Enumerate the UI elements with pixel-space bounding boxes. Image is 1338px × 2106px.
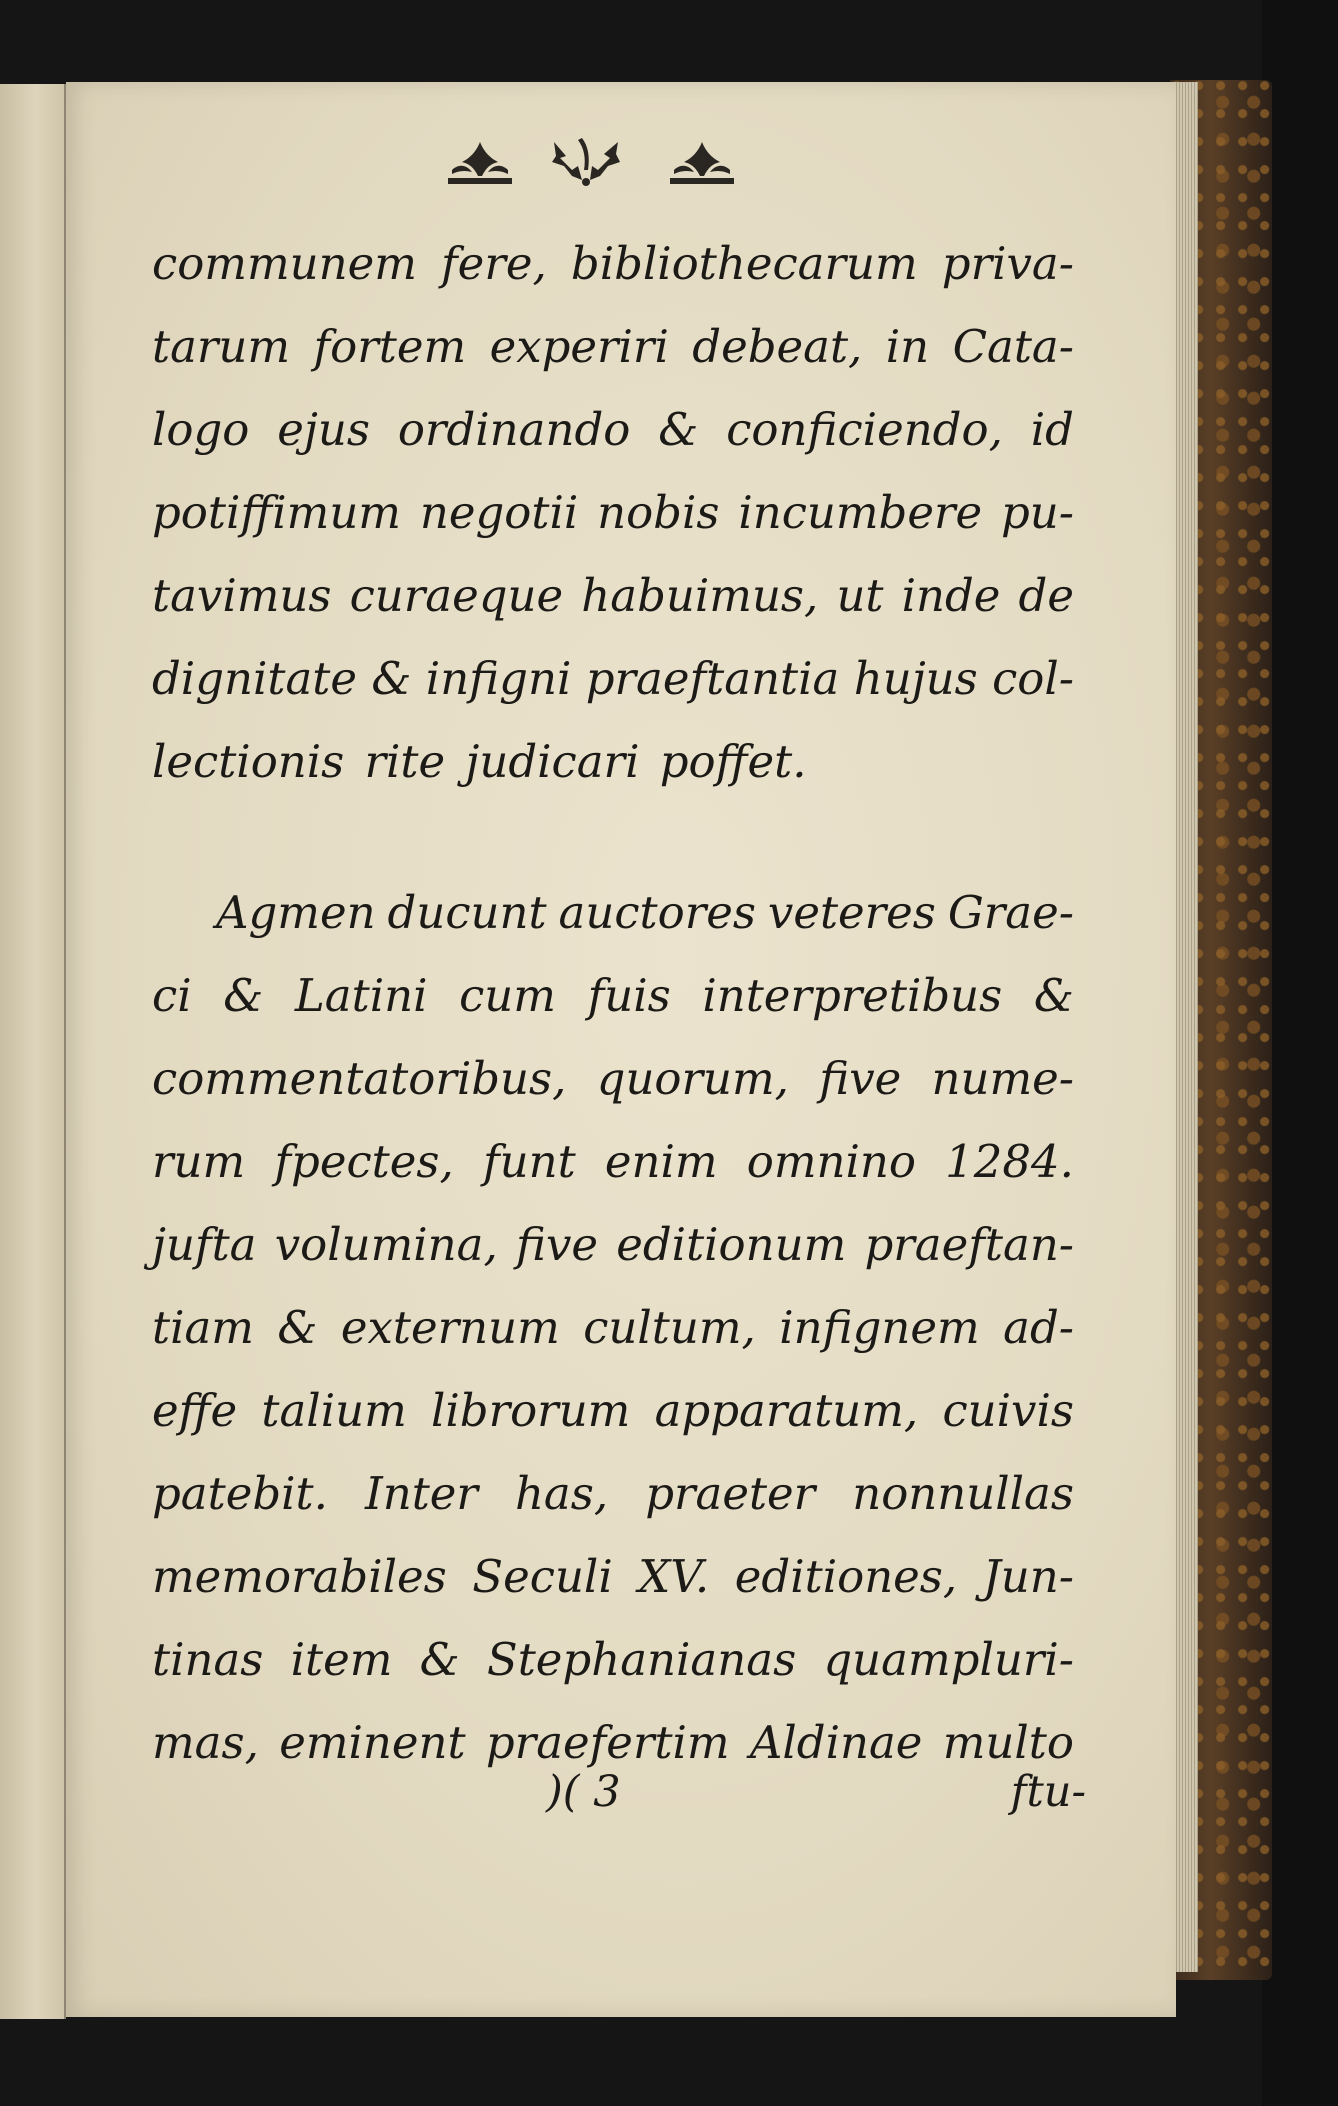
text-line — [152, 1120, 1074, 1203]
word: priva- — [941, 237, 1074, 290]
word: fere, — [441, 237, 547, 290]
word: poffet. — [659, 735, 807, 788]
word: tarum — [152, 320, 291, 373]
word: & — [223, 969, 264, 1022]
word: mas, — [152, 1716, 259, 1769]
text-line — [152, 222, 1074, 305]
text-line — [152, 1618, 1074, 1701]
word: cultum, — [583, 1301, 756, 1354]
text-line — [152, 305, 1074, 388]
word: Inter — [364, 1467, 478, 1520]
word: cum — [459, 969, 556, 1022]
word: Agmen — [216, 886, 376, 939]
word: lectionis — [152, 735, 345, 788]
word: infigni — [425, 652, 572, 705]
text-line — [152, 1452, 1074, 1535]
fleuron-icon — [448, 142, 512, 184]
word: veteres — [767, 886, 936, 939]
word: XV. — [638, 1550, 710, 1603]
word: id — [1030, 403, 1074, 456]
floral-icon — [552, 138, 620, 186]
word: & — [1033, 969, 1074, 1022]
catchword: ftu- — [1010, 1767, 1086, 1817]
word: quorum, — [596, 1052, 789, 1105]
word: ad- — [1003, 1301, 1074, 1354]
word: apparatum, — [654, 1384, 919, 1437]
word: funt — [482, 1135, 576, 1188]
text-line — [152, 1203, 1074, 1286]
word: commentatoribus, — [152, 1052, 567, 1105]
word: in — [885, 320, 930, 373]
word: logo — [152, 403, 250, 456]
word: patebit. — [152, 1467, 328, 1520]
text-line — [152, 637, 1074, 720]
word: ordinando — [397, 403, 631, 456]
word: externum — [340, 1301, 560, 1354]
word: nume- — [931, 1052, 1074, 1105]
facing-page-edge — [0, 84, 66, 2019]
word: de — [1018, 569, 1074, 622]
word: judicari — [465, 735, 640, 788]
word: & — [371, 652, 412, 705]
word: Jun- — [982, 1550, 1074, 1603]
text-line — [152, 1037, 1074, 1120]
word: inde — [901, 569, 1001, 622]
word: ut — [836, 569, 884, 622]
word: effe — [152, 1384, 238, 1437]
word: Latini — [294, 969, 428, 1022]
word: praeftantia — [585, 652, 840, 705]
word: Aldinae — [749, 1716, 923, 1769]
word: tavimus — [152, 569, 332, 622]
text-line — [152, 954, 1074, 1037]
word: experiri — [489, 320, 669, 373]
text-line — [152, 871, 1074, 954]
word: librorum — [430, 1384, 631, 1437]
word: interpretibus — [702, 969, 1003, 1022]
text-line — [152, 1286, 1074, 1369]
word: jufta — [152, 1218, 257, 1271]
word: memorabiles — [152, 1550, 447, 1603]
word: cuivis — [942, 1384, 1074, 1437]
word: incumbere — [738, 486, 983, 539]
word: pu- — [1001, 486, 1074, 539]
fleuron-icon — [670, 142, 734, 184]
word: quampluri- — [823, 1633, 1074, 1686]
word: dignitate — [152, 652, 358, 705]
word: item — [290, 1633, 393, 1686]
word: conficiendo, — [726, 403, 1003, 456]
word: col- — [992, 652, 1074, 705]
word: bibliothecarum — [570, 237, 918, 290]
word: editionum — [616, 1218, 847, 1271]
word: auctores — [558, 886, 756, 939]
book-page — [66, 82, 1176, 2017]
word: praeter — [645, 1467, 816, 1520]
word: communem — [152, 237, 417, 290]
word: Seculi — [472, 1550, 613, 1603]
word: debeat, — [692, 320, 863, 373]
signature-mark: )( 3 — [546, 1767, 621, 1817]
word: & — [277, 1301, 318, 1354]
word: tinas — [152, 1633, 264, 1686]
word: rum — [152, 1135, 246, 1188]
word: five — [515, 1218, 599, 1271]
word: Cata- — [952, 320, 1074, 373]
word: nobis — [597, 486, 720, 539]
word: nonnullas — [852, 1467, 1074, 1520]
word: tiam — [152, 1301, 254, 1354]
word: ci — [152, 969, 192, 1022]
word: infignem — [779, 1301, 980, 1354]
word: fpectes, — [274, 1135, 454, 1188]
word: potiffimum — [152, 486, 401, 539]
word: fortem — [313, 320, 467, 373]
text-line — [152, 720, 1074, 803]
word: Grae- — [947, 886, 1074, 939]
ornament-row — [66, 134, 1176, 194]
word: praefertim — [485, 1716, 730, 1769]
word: five — [819, 1052, 902, 1105]
word: ejus — [277, 403, 370, 456]
word: hujus — [853, 652, 978, 705]
word: omnino — [746, 1135, 916, 1188]
word: volumina, — [274, 1218, 498, 1271]
word: ducunt — [387, 886, 547, 939]
body-text — [152, 222, 1074, 1784]
word: praeftan- — [864, 1218, 1074, 1271]
paragraph-gap — [152, 803, 1074, 871]
text-line — [152, 1369, 1074, 1452]
word: has, — [514, 1467, 609, 1520]
word: habuimus, — [581, 569, 819, 622]
word: & — [658, 403, 699, 456]
word: curaeque — [349, 569, 564, 622]
word: Stephanianas — [486, 1633, 797, 1686]
word: fuis — [587, 969, 671, 1022]
word: talium — [261, 1384, 407, 1437]
background-right — [1262, 0, 1338, 2106]
word: & — [419, 1633, 460, 1686]
word: negotii — [419, 486, 579, 539]
word: enim — [604, 1135, 718, 1188]
text-line — [152, 388, 1074, 471]
text-line — [152, 1535, 1074, 1618]
text-line — [152, 471, 1074, 554]
word: rite — [364, 735, 446, 788]
text-line — [152, 554, 1074, 637]
word: editiones, — [734, 1550, 958, 1603]
page-footer — [546, 1767, 1086, 1837]
word: 1284. — [945, 1135, 1074, 1188]
word: eminent — [279, 1716, 466, 1769]
word: multo — [942, 1716, 1074, 1769]
